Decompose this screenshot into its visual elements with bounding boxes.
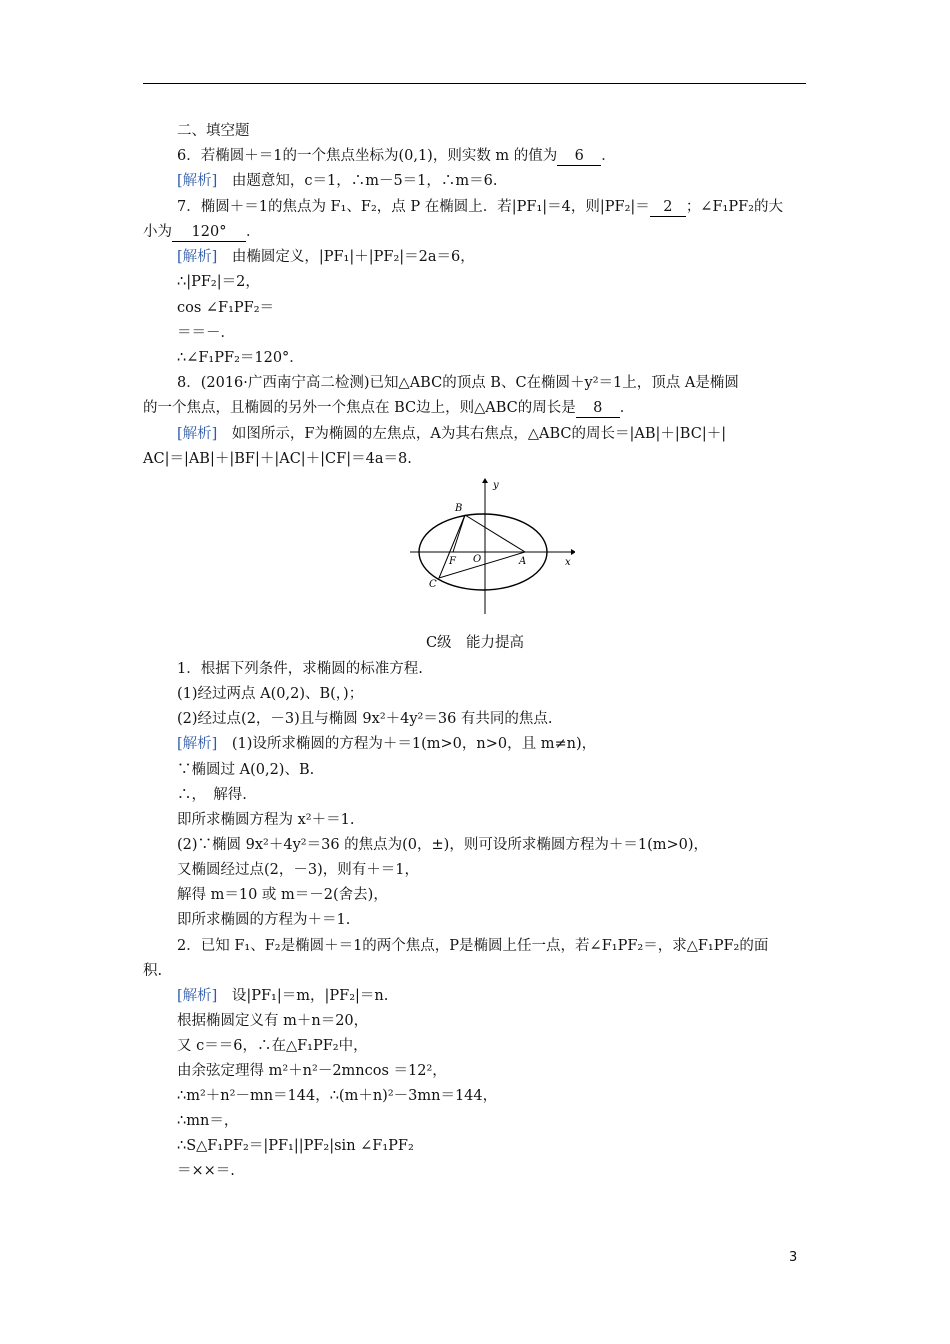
solution-line: cos ∠F₁PF₂＝ xyxy=(177,300,275,316)
label-f: F xyxy=(449,556,456,567)
solution-line: ＝＝－． xyxy=(177,325,235,341)
solution-line: ∵椭圆过 A(0,2)、B. xyxy=(177,762,315,778)
section-c-title: C级 能力提高 xyxy=(425,635,525,651)
c-question-2-solution: [ 解析 ] 设|PF₁|＝m，|PF₂|＝n. xyxy=(177,986,388,1006)
solution-line: AC|＝|AB|＋|BF|＋|AC|＋|CF|＝4a＝8. xyxy=(143,451,412,467)
solution-line: 即所求椭圆的方程为＋＝1. xyxy=(177,912,351,928)
question-7-answer2: 120° xyxy=(172,223,246,242)
question-7-answer1: 2 xyxy=(650,198,686,217)
solution-line: 即所求椭圆方程为 x²＋＝1. xyxy=(177,812,355,828)
segment-bf xyxy=(453,515,465,552)
solution-tag: [ 解析 ] xyxy=(177,249,217,265)
label-a: A xyxy=(519,556,527,567)
question-6: 6．若椭圆＋＝1的一个焦点坐标为(0,1)，则实数 m 的值为 6 ． xyxy=(177,148,616,164)
question-6-answer: 6 xyxy=(557,147,601,166)
solution-line: ∴|PF₂|＝2， xyxy=(177,274,260,290)
c-question-1-part1: (1)经过两点 A(0,2)、B(，)； xyxy=(177,686,364,702)
question-6-solution: [ 解析 ] 由题意知，c＝1，∴m－5＝1，∴m＝6. xyxy=(177,171,497,191)
y-axis-arrow xyxy=(482,478,488,483)
c-question-1-solution: [ 解析 ] (1)设所求椭圆的方程为＋＝1(m>0，n>0，且 m≠n)， xyxy=(177,734,596,754)
solution-line: 根据椭圆定义有 m＋n＝20， xyxy=(177,1013,369,1029)
solution-line: 由余弦定理得 m²＋n²－2mncos ＝12²， xyxy=(177,1063,447,1079)
solution-line: 又椭圆经过点(2，－3)，则有＋＝1， xyxy=(177,862,419,878)
solution-line: ∴m²＋n²－mn＝144，∴(m＋n)²－3mn＝144， xyxy=(177,1088,498,1104)
solution-tag: [ 解析 ] xyxy=(177,736,217,752)
label-o: O xyxy=(473,554,482,565)
question-8-line2: 的一个焦点，且椭圆的另外一个焦点在 BC边上，则△ABC的周长是 8 ． xyxy=(143,400,635,416)
question-8-line1: 8．(2016·广西南宁高二检测)已知△ABC的顶点 B、C在椭圆＋y²＝1上，顶点 A是椭圆 xyxy=(177,375,739,391)
solution-line: ∴mn＝， xyxy=(177,1113,239,1129)
solution-line: 解得 m＝10 或 m＝－2(舍去)， xyxy=(177,887,388,903)
header-rule xyxy=(143,83,806,84)
question-8-answer: 8 xyxy=(576,399,620,418)
solution-tag: [ 解析 ] xyxy=(177,173,217,189)
solution-line: ∴S△F₁PF₂＝|PF₁||PF₂|sin ∠F₁PF₂ xyxy=(177,1138,414,1154)
x-axis-arrow xyxy=(571,549,575,555)
ellipse-triangle-figure xyxy=(405,476,575,618)
question-7-line1: 7．椭圆＋＝1的焦点为 F₁、F₂，点 P 在椭圆上．若|PF₁|＝4，则|PF₂|＝ 2 ；∠F₁PF₂的大 xyxy=(177,199,783,215)
solution-tag: [ 解析 ] xyxy=(177,426,217,442)
label-y: y xyxy=(493,480,499,491)
label-x: x xyxy=(565,557,571,568)
solution-line: ∴∠F₁PF₂＝120°． xyxy=(177,350,304,366)
triangle-abc xyxy=(439,515,525,578)
question-7-solution: [ 解析 ] 由椭圆定义，|PF₁|＋|PF₂|＝2a＝6， xyxy=(177,247,475,267)
question-8-solution: [ 解析 ] 如图所示，F为椭圆的左焦点，A为其右焦点，△ABC的周长＝|AB|＋|BC|＋| xyxy=(177,424,726,444)
solution-line: (2)∵椭圆 9x²＋4y²＝36 的焦点为(0，±)，则可设所求椭圆方程为＋＝1(m>0)， xyxy=(177,837,709,853)
label-b: B xyxy=(455,503,463,514)
c-question-2-line2: 积. xyxy=(143,963,163,979)
c-question-1-part2: (2)经过点(2，－3)且与椭圆 9x²＋4y²＝36 有共同的焦点. xyxy=(177,711,553,727)
page-number: 3 xyxy=(789,1250,798,1265)
question-6-text: 6．若椭圆＋＝1的一个焦点坐标为(0,1)，则实数 m 的值为 xyxy=(177,148,558,164)
solution-line: 又 c＝＝6，∴在△F₁PF₂中， xyxy=(177,1038,368,1054)
solution-line: ∴， 解得. xyxy=(177,787,247,803)
question-7-line2: 小为 120° ． xyxy=(143,224,261,240)
label-c: C xyxy=(429,579,437,590)
c-question-2-line1: 2．已知 F₁、F₂是椭圆＋＝1的两个焦点，P是椭圆上任一点，若∠F₁PF₂＝，求△F₁PF₂的面 xyxy=(177,938,769,954)
c-question-1-stem: 1．根据下列条件，求椭圆的标准方程. xyxy=(177,661,423,677)
solution-tag: [ 解析 ] xyxy=(177,988,217,1004)
solution-line: ＝××＝. xyxy=(177,1163,235,1179)
section-title: 二、填空题 xyxy=(177,123,250,139)
